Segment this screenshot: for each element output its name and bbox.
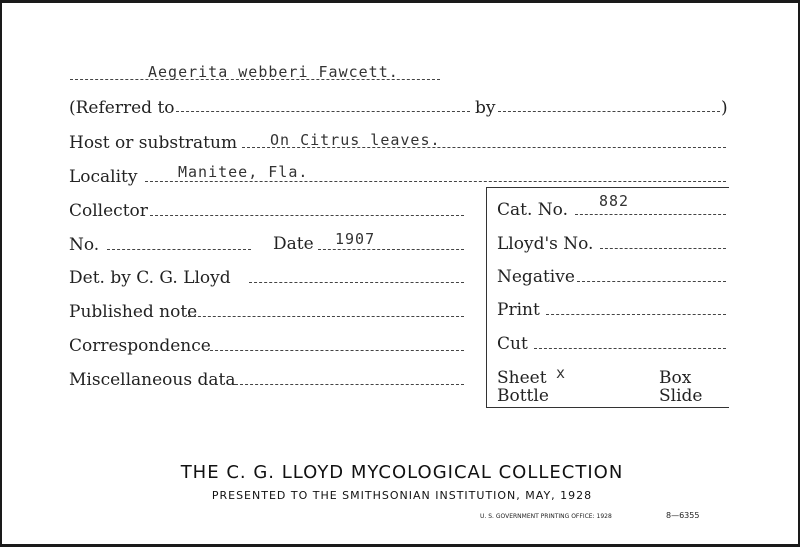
- no-line: [107, 249, 251, 250]
- sheet-label: Sheet: [497, 368, 547, 388]
- misc-label: Miscellaneous data: [69, 370, 236, 390]
- sheet-mark: x: [556, 364, 567, 382]
- locality-label: Locality: [69, 167, 138, 187]
- correspondence-label: Correspondence: [69, 336, 211, 356]
- by-label: by: [475, 98, 496, 118]
- date-value: 1907: [335, 230, 376, 248]
- misc-line: [235, 384, 464, 385]
- lloyds-no-line: [600, 248, 726, 249]
- form-number: 8—6355: [666, 511, 700, 520]
- by-line: [498, 111, 720, 112]
- det-by-label: Det. by C. G. Lloyd: [69, 268, 231, 288]
- locality-line: [145, 181, 726, 182]
- collection-title: THE C. G. LLOYD MYCOLOGICAL COLLECTION: [180, 462, 624, 483]
- slide-label: Slide: [659, 386, 703, 406]
- date-line: [318, 249, 464, 250]
- cut-line: [534, 348, 726, 349]
- lloyds-no-label: Lloyd's No.: [497, 234, 594, 254]
- collector-line: [150, 215, 464, 216]
- cat-no-line: [575, 214, 726, 215]
- collector-label: Collector: [69, 201, 148, 221]
- bottle-label: Bottle: [497, 386, 549, 406]
- negative-line: [577, 281, 726, 282]
- printing-office-note: U. S. GOVERNMENT PRINTING OFFICE: 1928: [480, 513, 612, 520]
- referred-to-label: (Referred to: [69, 98, 175, 118]
- box-top-border: [486, 187, 729, 188]
- host-label: Host or substratum: [69, 133, 238, 153]
- specimen-name: Aegerita webberi Fawcett.: [148, 63, 399, 81]
- no-label: No.: [69, 235, 100, 255]
- box-label: Box: [659, 368, 692, 388]
- cat-no-value: 882: [599, 192, 630, 210]
- negative-label: Negative: [497, 267, 575, 287]
- box-left-border: [486, 187, 487, 407]
- det-by-line: [249, 282, 464, 283]
- cut-label: Cut: [497, 334, 528, 354]
- collection-subtitle: PRESENTED TO THE SMITHSONIAN INSTITUTION, MAY, 1928: [211, 489, 593, 502]
- referred-to-line: [176, 111, 470, 112]
- cat-no-label: Cat. No.: [497, 200, 568, 220]
- host-value: On Citrus leaves.: [270, 131, 441, 149]
- print-label: Print: [497, 300, 540, 320]
- print-line: [546, 314, 726, 315]
- published-note-label: Published note: [69, 302, 198, 322]
- published-note-line: [188, 316, 464, 317]
- correspondence-line: [205, 350, 464, 351]
- box-bottom-border: [486, 407, 729, 408]
- date-label: Date: [273, 234, 314, 254]
- close-paren: ): [721, 98, 728, 118]
- locality-value: Manitee, Fla.: [178, 163, 309, 181]
